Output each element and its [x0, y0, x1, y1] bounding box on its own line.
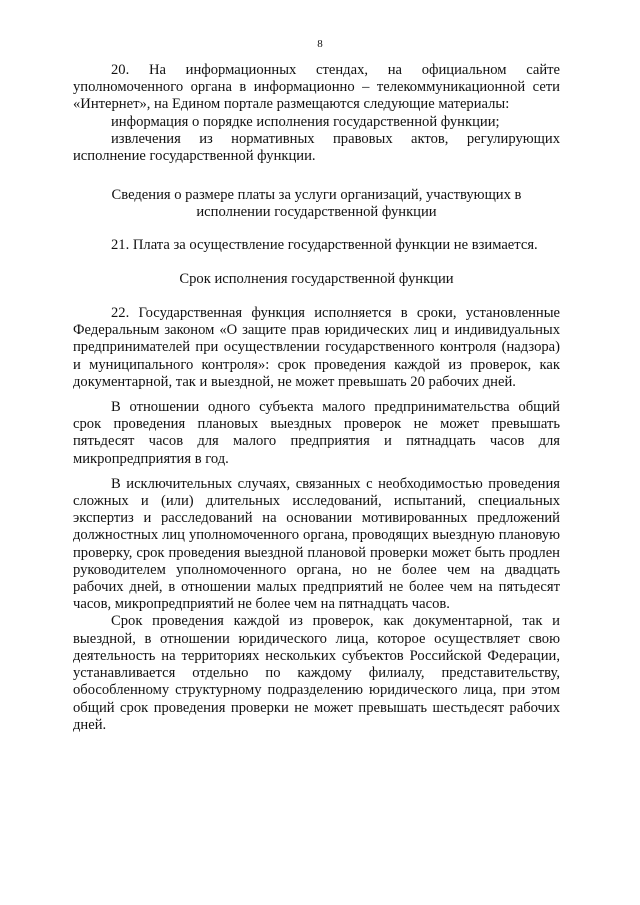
paragraph-20-item-2: извлечения из нормативных правовых актов, регулирующих исполнение государственной функции.	[73, 130, 560, 165]
paragraph-22-small-business: В отношении одного субъекта малого предпринимательства общий срок проведения плановых выездных проверок не может превышать пятьдесят часов для малого предприятия и пятнадцать часов для микропредприятия в год.	[73, 399, 560, 467]
document-body	[73, 62, 560, 734]
paragraph-20-item-1: информация о порядке исполнения государственной функции;	[111, 113, 500, 130]
paragraph-22-branches: Срок проведения каждой из проверок, как документарной, так и выездной, в отношении юридического лица, которое осуществляет свою деятельность на территориях нескольких субъектов Российской Федерации, устанавливается отдельно по каждому филиалу, представительству, обособленному структурному подразделению юридического лица, при этом общий срок проведения проверки не может превышать шестьдесят рабочих дней.	[73, 613, 560, 733]
paragraph-22: 22. Государственная функция исполняется в сроки, установленные Федеральным законом «О защите прав юридических лиц и индивидуальных предпринимателей при осуществлении государственного контроля (надзора) и муниципального контроля»: срок проведения каждой из проверок, как документарной, так и выездной, не может превышать 20 рабочих дней.	[73, 305, 560, 390]
paragraph-22-exceptional: В исключительных случаях, связанных с необходимостью проведения сложных и (или) длительных исследований, испытаний, специальных экспертиз и расследований на основании мотивированных предложений должностных лиц уполномоченного органа, проводящих выездную плановую проверку, срок проведения выездной плановой проверки может быть продлен руководителем уполномоченного органа, но не более чем на двадцать рабочих дней, в отношении малых предприятий не более чем на пятьдесят часов, микропредприятий не более чем на пятнадцать часов.	[73, 475, 560, 613]
heading-term: Срок исполнения государственной функции	[179, 270, 454, 287]
paragraph-20: 20. На информационных стендах, на официальном сайте уполномоченного органа в информационно – телекоммуникационной сети «Интернет», на Едином портале размещаются следующие материалы:	[73, 62, 560, 113]
paragraph-21: 21. Плата за осуществление государственной функции не взимается.	[111, 236, 538, 253]
heading-fees: Сведения о размере платы за услуги организаций, участвующих в исполнении государственной функции	[111, 187, 522, 221]
page-number: 8	[317, 38, 323, 50]
